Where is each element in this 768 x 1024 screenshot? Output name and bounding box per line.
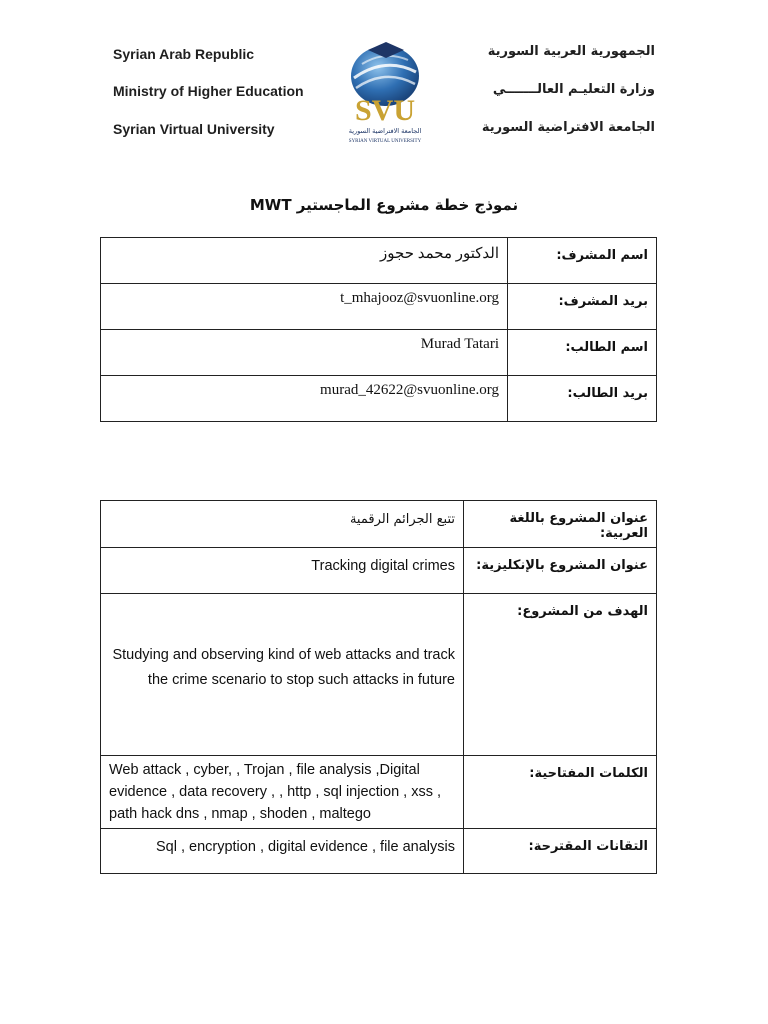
proposed-technologies-value: Sql , encryption , digital evidence , file analysis <box>101 829 464 874</box>
keywords-value: Web attack , cyber, , Trojan , file analysis ,Digital evidence , data recovery , , http , sql injection , xss , path hack dns , nmap , shoden , maltego <box>101 756 464 829</box>
project-goal-value: Studying and observing kind of web attacks and track the crime scenario to stop such attacks in future <box>101 594 464 756</box>
table-row <box>101 756 657 829</box>
table-row <box>101 330 657 376</box>
project-title-en-label: عنوان المشروع بالإنكليزية: <box>464 548 657 594</box>
table-row <box>101 501 657 548</box>
university-name-ar: الجامعة الافتراضية السورية <box>481 120 655 135</box>
table-row <box>101 829 657 874</box>
table-row <box>101 376 657 422</box>
table-row <box>101 238 657 284</box>
logo-arabic-name: الجامعة الافتراضية السورية <box>348 127 422 135</box>
supervisor-email-label: بريد المشرف: <box>508 284 657 330</box>
project-goal-label: الهدف من المشروع: <box>464 594 657 756</box>
keywords-label: الكلمات المفتاحية: <box>464 756 657 829</box>
project-title-ar-value: تتبع الجرائم الرقمية <box>101 501 464 548</box>
country-name-en: Syrian Arab Republic <box>113 46 255 62</box>
proposed-technologies-label: التقانات المقترحة: <box>464 829 657 874</box>
table-row <box>101 594 657 756</box>
table-row <box>101 548 657 594</box>
country-name-ar: الجمهورية العربية السورية <box>487 44 655 59</box>
table-row <box>101 284 657 330</box>
ministry-name-ar: وزارة التعليـم العالـــــــي <box>492 82 655 97</box>
svu-logo-icon <box>330 38 440 148</box>
supervisor-name-value: الدكتور محمد حجوز <box>101 238 508 284</box>
supervisor-name-label: اسم المشرف: <box>508 238 657 284</box>
student-name-label: اسم الطالب: <box>508 330 657 376</box>
project-title-en-value: Tracking digital crimes <box>101 548 464 594</box>
document-title: نموذج خطة مشروع الماجستير MWT <box>249 196 519 214</box>
supervisor-student-table <box>100 237 657 422</box>
student-name-value: Murad Tatari <box>101 330 508 376</box>
svu-logo <box>330 38 440 148</box>
project-title-ar-label: عنوان المشروع باللغة العربية: <box>464 501 657 548</box>
logo-letters: SVU <box>354 94 416 127</box>
logo-english-name: SYRIAN VIRTUAL UNIVERSITY <box>348 139 422 144</box>
student-email-label: بريد الطالب: <box>508 376 657 422</box>
supervisor-email-value: t_mhajooz@svuonline.org <box>101 284 508 330</box>
ministry-name-en: Ministry of Higher Education <box>113 83 304 99</box>
project-details-table <box>100 500 657 874</box>
student-email-value: murad_42622@svuonline.org <box>101 376 508 422</box>
university-name-en: Syrian Virtual University <box>113 121 275 137</box>
